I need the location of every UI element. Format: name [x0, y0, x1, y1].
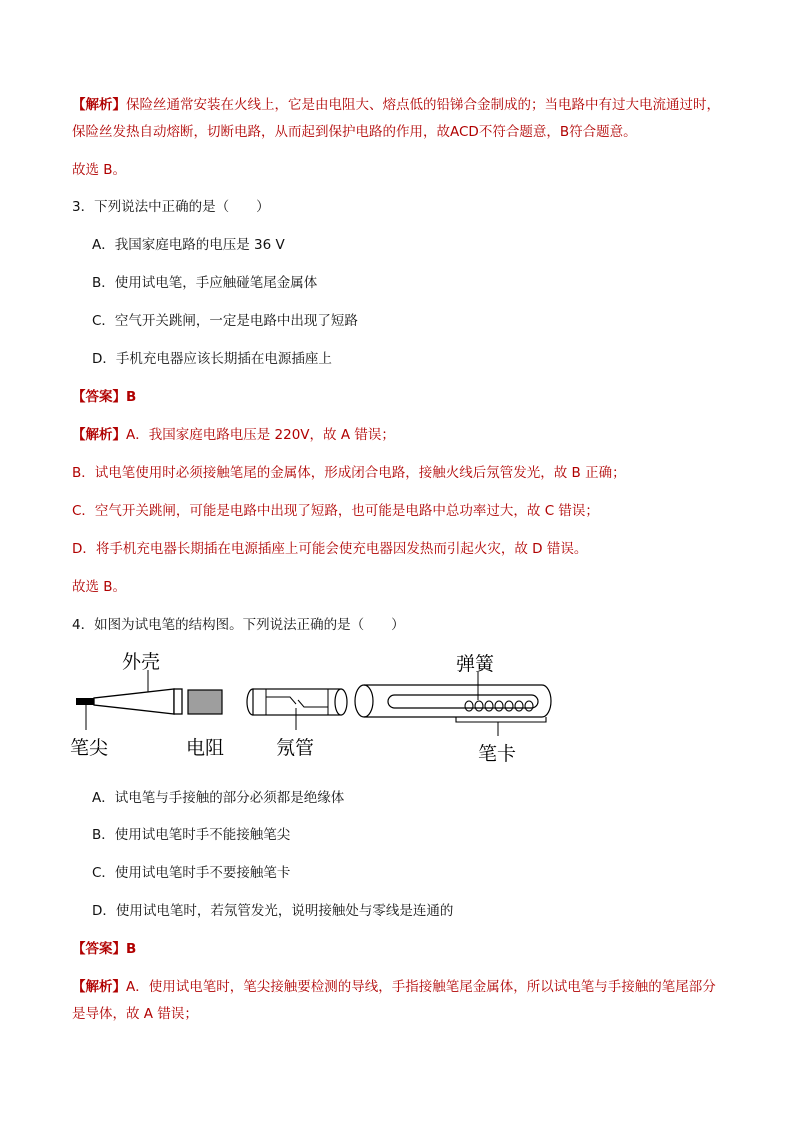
q3-option-a: A．我国家庭电路的电压是 36 V: [92, 237, 285, 253]
clip-label: 笔卡: [478, 743, 517, 765]
q3-option-d: D．手机充电器应该长期插在电源插座上: [92, 351, 332, 367]
q3-analysis-a: [72, 425, 395, 445]
choice-line-1: 故选 B。: [72, 162, 127, 178]
q3-analysis-b: B．试电笔使用时必须接触笔尾的金属体，形成闭合电路，接触火线后氖管发光，故 B 正确；: [72, 465, 626, 481]
q3-answer-line: [72, 387, 136, 407]
q4-option-d: D．使用试电笔时，若氖管发光，说明接触处与零线是连通的: [92, 903, 454, 919]
barrel-right-end: [542, 685, 551, 717]
q4-option-c: C．使用试电笔时手不要接触笔卡: [92, 865, 291, 881]
neon-right-cap: [335, 689, 347, 715]
q4-option-a: A．试电笔与手接触的部分必须都是绝缘体: [92, 790, 345, 806]
question-4-stem: 4．如图为试电笔的结构图。下列说法正确的是（ ）: [72, 617, 405, 633]
q3-analysis-c: C．空气开关跳闸，可能是电路中出现了短路，也可能是电路中总功率过大，故 C 错误；: [72, 503, 599, 519]
tip-label: 笔尖: [70, 737, 109, 759]
analysis-tag: 【解析】: [72, 979, 126, 995]
answer-tag: 【答案】: [72, 389, 126, 405]
analysis-text: A．我国家庭电路电压是 220V，故 A 错误；: [126, 427, 395, 443]
barrel-left-cap: [355, 685, 373, 717]
pen-shell-end: [174, 689, 182, 714]
q3-analysis-d: D．将手机充电器长期插在电源插座上可能会使充电器因发热而引起火灾，故 D 错误。: [72, 541, 588, 557]
q4-option-b: B．使用试电笔时手不能接触笔尖: [92, 827, 291, 843]
analysis-tag: 【解析】: [72, 97, 126, 113]
shell-label: 外壳: [122, 651, 161, 673]
q4-analysis-a: [72, 974, 724, 1028]
pen-tip: [76, 698, 94, 705]
answer-value: B: [126, 389, 137, 405]
analysis-text: 保险丝通常安装在火线上，它是由电阻大、熔点低的铅锑合金制成的；当电路中有过大电流通过时，保险丝发热自动熔断，切断电路，从而起到保护电路的作用，故ACD不符合题意，B符合题意。: [72, 97, 720, 140]
question-3-stem: 3．下列说法中正确的是（ ）: [72, 199, 270, 215]
analysis-text: A．使用试电笔时，笔尖接触要检测的导线，手指接触笔尾金属体，所以试电笔与手接触的笔尾部分是导体，故 A 错误；: [72, 979, 716, 1022]
neon-label: 氖管: [276, 737, 315, 759]
test-pen-figure: [70, 648, 570, 773]
analysis-tag: 【解析】: [72, 427, 126, 443]
resistor-shape: [188, 690, 222, 714]
analysis-paragraph-1: [72, 92, 724, 146]
resistor-label: 电阻: [186, 737, 225, 759]
q3-option-b: B．使用试电笔，手应触碰笔尾金属体: [92, 275, 318, 291]
spring-label: 弹簧: [456, 653, 495, 675]
answer-value: B: [126, 941, 137, 957]
pen-shell: [94, 689, 174, 714]
clip-bracket: [456, 717, 546, 722]
answer-tag: 【答案】: [72, 941, 126, 957]
q3-option-c: C．空气开关跳闸，一定是电路中出现了短路: [92, 313, 358, 329]
choice-line-2: 故选 B。: [72, 579, 127, 595]
q4-answer-line: [72, 939, 136, 959]
